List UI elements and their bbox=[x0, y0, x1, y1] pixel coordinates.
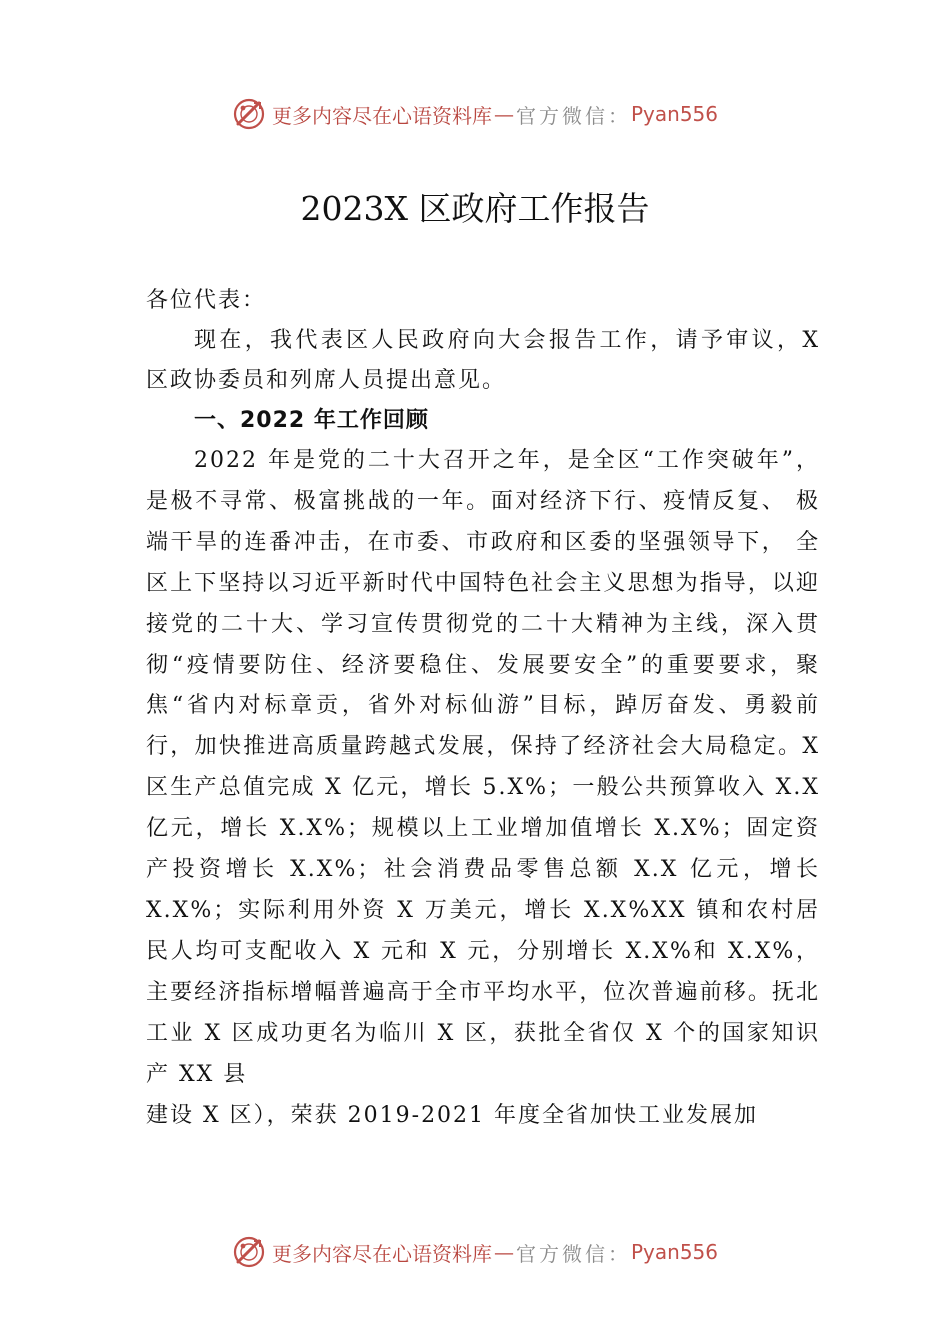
greeting: 各位代表： bbox=[146, 288, 267, 313]
watermark-separator: — bbox=[493, 1240, 514, 1264]
footer-watermark bbox=[0, 1232, 950, 1272]
body-paragraph: 2022 年是党的二十大召开之年，是全区“工作突破年”，是极不寻常、极富挑战的一年。面对经济下行、疫情反复、 极端干旱的连番冲击，在市委、市政府和区委的坚强领导下， 全区上下坚持以习近平新时代中国特色社会主义思想为指导，以迎接党的二十大、学习宣传贯彻党的二十大精神为主线，深入贯彻“疫情要防住、经济要稳住、发展要安全”的重要要求，聚焦“省内对标章贡，省外对标仙游”目标，踔厉奋发、勇毅前行，加快推进高质量跨越式发展，保持了经济社会大局稳定。X 区生产总值完成 X 亿元，增长 5.X%；一般公共预算收入 X.X 亿元，增长 X.X%；规模以上工业增加值增长 X.X%；固定资产投资增长 X.X%；社会消费品零售总额 X.X 亿元，增长 X.X%；实际利用外资 X 万美元，增长 X.X%XX 镇和农村居民人均可支配收入 X 元和 X 元，分别增长 X.X%和 X.X%，主要经济指标增幅普遍高于全市平均水平，位次普遍前移。抚北工业 X 区成功更名为临川 X 区，获批全省仅 X 个的国家知识产 XX 县 bbox=[146, 448, 820, 1087]
watermark-brand-text: 更多内容尽在心语资料库 bbox=[271, 103, 492, 128]
watermark-brand-text: 更多内容尽在心语资料库 bbox=[271, 1241, 492, 1266]
document-body bbox=[146, 281, 820, 1136]
watermark-separator: — bbox=[493, 102, 514, 126]
section-heading: 一、2022 年工作回顾 bbox=[194, 408, 429, 433]
tail-line: 建设 X 区），荣获 2019-2021 年度全省加快工业发展加 bbox=[146, 1102, 759, 1128]
document-title: 2023X 区政府工作报告 bbox=[300, 189, 650, 228]
intro-paragraph: 现在，我代表区人民政府向大会报告工作，请予审议，X 区政协委员和列席人员提出意见。 bbox=[146, 328, 820, 393]
brand-logo-icon bbox=[232, 97, 266, 131]
watermark-wechat-label: 官方微信： bbox=[515, 1241, 631, 1266]
watermark-wechat-id: Pyan556 bbox=[630, 102, 718, 126]
watermark-wechat-id: Pyan556 bbox=[630, 1240, 718, 1264]
header-watermark bbox=[0, 94, 950, 134]
watermark-wechat-label: 官方微信： bbox=[515, 103, 631, 128]
brand-logo-icon bbox=[232, 1235, 266, 1269]
